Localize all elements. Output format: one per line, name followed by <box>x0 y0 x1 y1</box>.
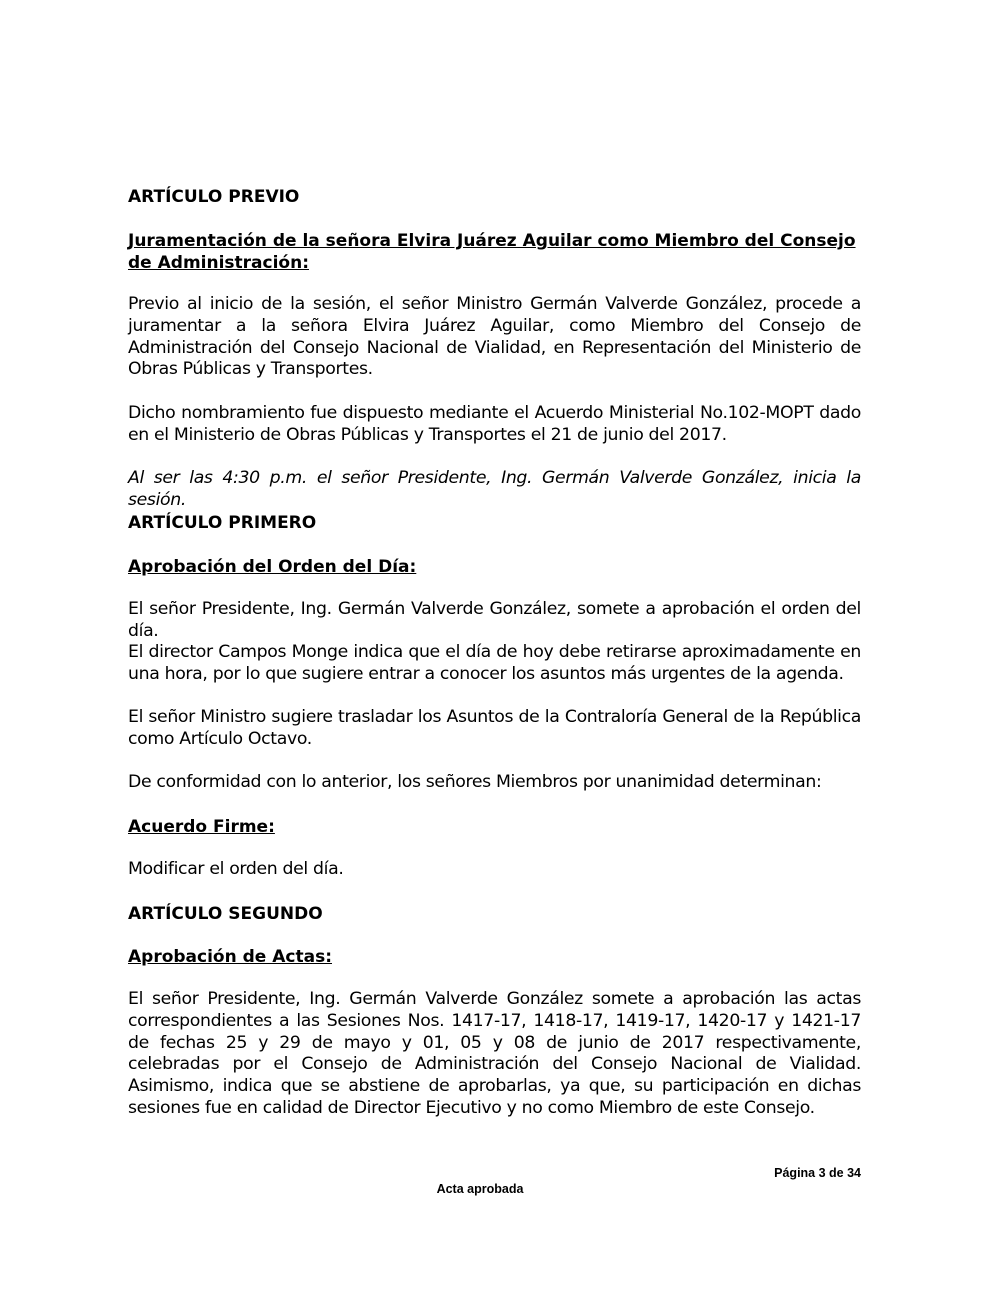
paragraph: El señor Presidente, Ing. Germán Valverde González, somete a aprobación el orden del día. <box>128 599 861 641</box>
page-number: Página 3 de 34 <box>774 1166 861 1180</box>
orden-del-dia-subheading: Aprobación del Orden del Día: <box>128 557 417 577</box>
juramentacion-subheading: Juramentación de la señora Elvira Juárez Aguilar como Miembro del Consejo de Administración: <box>128 231 856 273</box>
paragraph: Modificar el orden del día. <box>128 859 344 879</box>
paragraph: De conformidad con lo anterior, los señores Miembros por unanimidad determinan: <box>128 772 822 792</box>
articulo-segundo-heading: ARTÍCULO SEGUNDO <box>128 904 323 924</box>
aprobacion-actas-subheading: Aprobación de Actas: <box>128 947 332 967</box>
paragraph: Previo al inicio de la sesión, el señor Ministro Germán Valverde González, procede a juramentar a la señora Elvira Juárez Aguilar, como Miembro del Consejo de Administración del Consejo Nacional de Vialidad, en Representación del Ministerio de Obras Públicas y Transportes. <box>128 294 861 380</box>
acuerdo-firme-heading: Acuerdo Firme: <box>128 817 275 837</box>
session-start-note: Al ser las 4:30 p.m. el señor Presidente, Ing. Germán Valverde González, inicia la sesión. <box>128 468 861 510</box>
paragraph: El director Campos Monge indica que el día de hoy debe retirarse aproximadamente en una hora, por lo que sugiere entrar a conocer los asuntos más urgentes de la agenda. <box>128 642 861 684</box>
paragraph: El señor Presidente, Ing. Germán Valverde González somete a aprobación las actas correspondientes a las Sesiones Nos. 1417-17, 1418-17, 1419-17, 1420-17 y 1421-17 de fechas 25 y 29 de mayo y 01, 05 y 08 de junio de 2017 respectivamente, celebradas por el Consejo de Administración del Consejo Nacional de Vialidad. Asimismo, indica que se abstiene de aprobarlas, ya que, su participación en dichas sesiones fue en calidad de Director Ejecutivo y no como Miembro de este Consejo. <box>128 989 861 1118</box>
acta-status: Acta aprobada <box>436 1182 524 1196</box>
articulo-primero-heading: ARTÍCULO PRIMERO <box>128 513 317 533</box>
paragraph: Dicho nombramiento fue dispuesto mediante el Acuerdo Ministerial No.102-MOPT dado en el Ministerio de Obras Públicas y Transportes el 21 de junio del 2017. <box>128 403 861 445</box>
articulo-previo-heading: ARTÍCULO PREVIO <box>128 187 300 207</box>
paragraph: El señor Ministro sugiere trasladar los Asuntos de la Contraloría General de la República como Artículo Octavo. <box>128 707 861 749</box>
